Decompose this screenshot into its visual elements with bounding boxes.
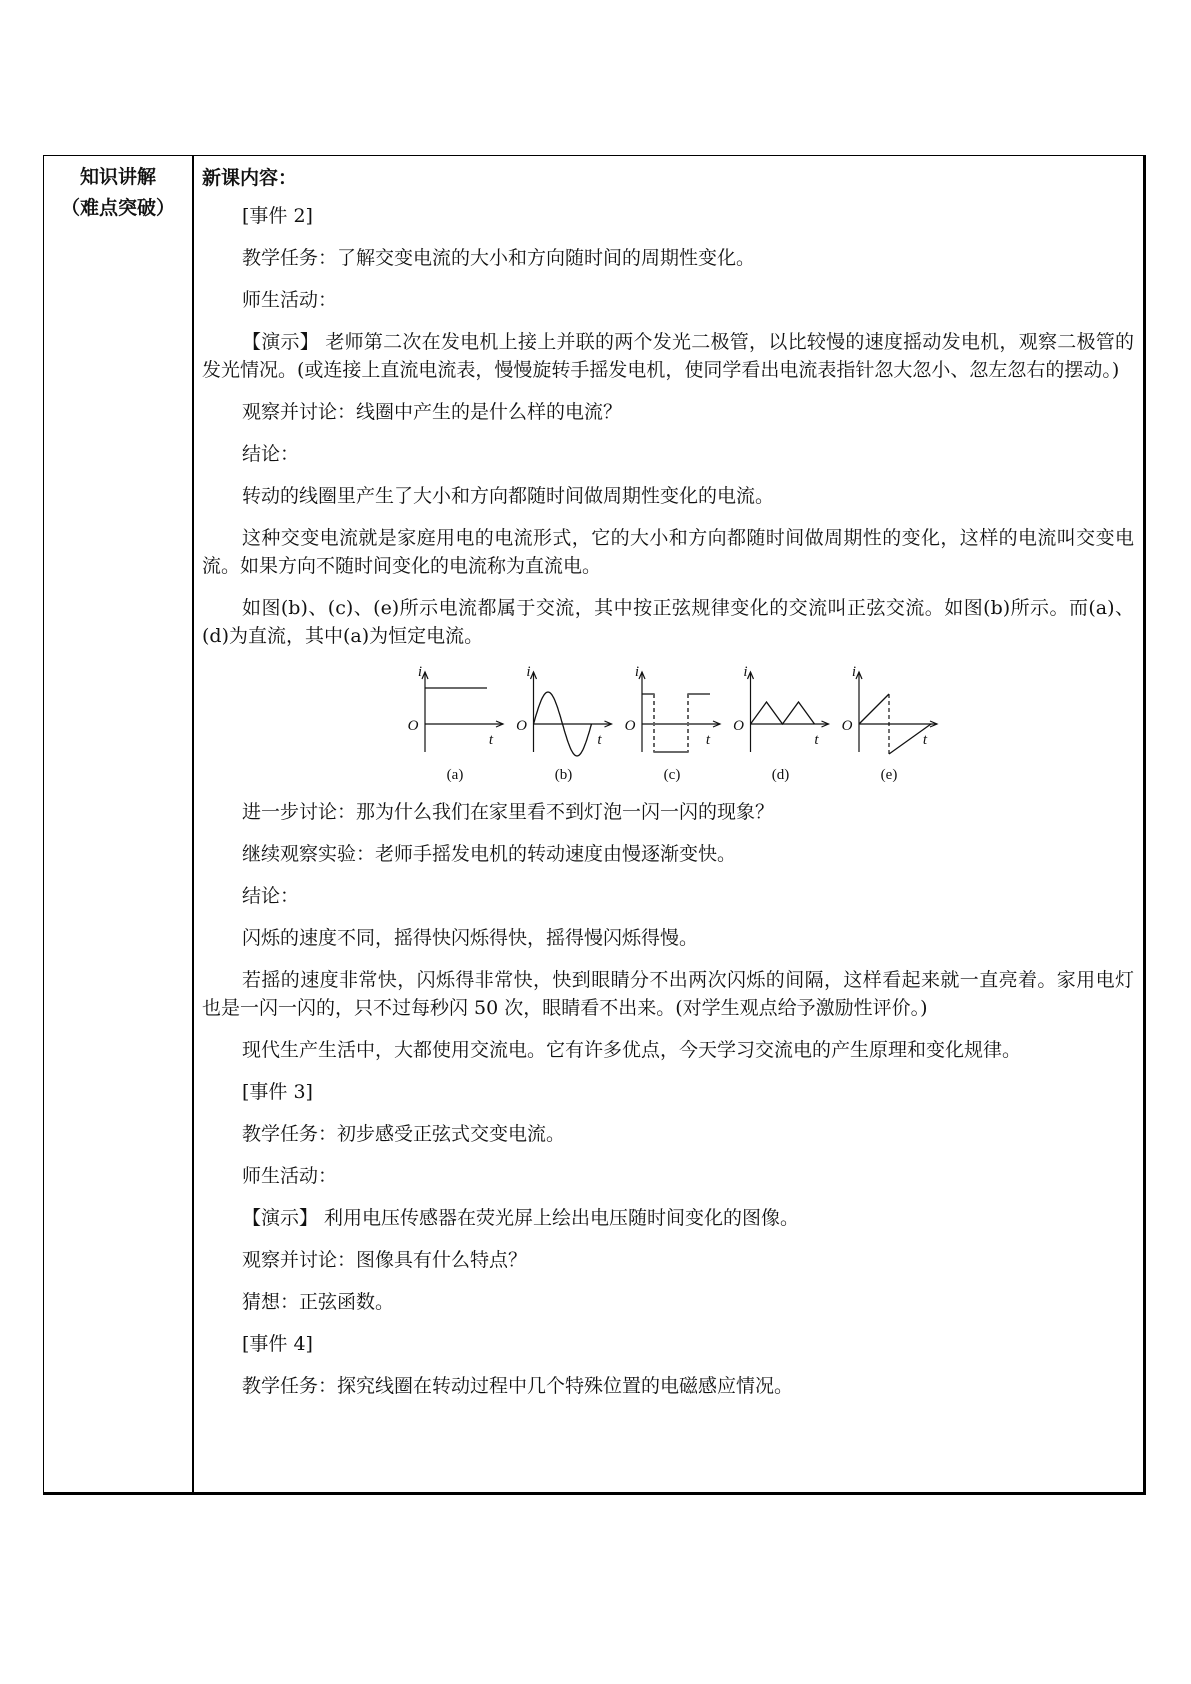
label-i-b: i: [526, 664, 531, 680]
discussion-2: 观察并讨论：图像具有什么特点？: [242, 1249, 528, 1271]
label-o-c: O: [624, 718, 636, 734]
caption-b: (b): [554, 767, 573, 782]
label-o-d: O: [733, 718, 744, 734]
label-t-d: t: [814, 732, 819, 748]
waveforms-svg: [202, 662, 1134, 782]
conclusion-label-1: 结论：: [242, 443, 300, 465]
event-2-label: [事件 2]: [242, 205, 313, 227]
label-t-a: t: [488, 732, 494, 748]
conjecture: 猜想：正弦函数。: [242, 1291, 395, 1313]
activity-label-3: 师生活动：: [242, 1165, 338, 1187]
caption-e: (e): [880, 767, 898, 782]
activity-label-2: 师生活动：: [242, 289, 338, 311]
label-i-a: i: [417, 664, 423, 680]
label-o-a: O: [407, 718, 419, 734]
conclusion-label-2: 结论：: [242, 885, 300, 907]
section-title: 新课内容：: [202, 167, 298, 189]
label-t-e: t: [922, 732, 928, 748]
row-heading-line2: （难点突破）: [60, 197, 175, 219]
event-3-label: [事件 3]: [242, 1081, 313, 1103]
wave-c: [642, 694, 710, 752]
row-heading: [44, 162, 192, 224]
label-t-c: t: [705, 732, 711, 748]
lesson-table: [43, 155, 1146, 1495]
wave-d: [751, 702, 815, 724]
teaching-task-3: 教学任务：初步感受正弦式交变电流。: [242, 1123, 566, 1145]
continued-observation: 继续观察实验：老师手摇发电机的转动速度由慢逐渐变快。: [242, 843, 737, 865]
flicker-explanation: 若摇的速度非常快，闪烁得非常快，快到眼睛分不出两次闪烁的间隔，这样看起来就一直亮着。家用电灯也是一闪一闪的，只不过每秒闪 50 次，眼睛看不出来。(对学生观点给予激励性评价。): [202, 969, 1134, 1019]
lesson-content: [202, 164, 1134, 1414]
conclusion-2: 闪烁的速度不同，摇得快闪烁得快，摇得慢闪烁得慢。: [242, 927, 699, 949]
label-o-b: O: [516, 718, 527, 734]
demo-paragraph-1: 【演示】 老师第二次在发电机上接上并联的两个发光二极管，以比较慢的速度摇动发电机，观察二极管的发光情况。(或连接上直流电流表，慢慢旋转手摇发电机，使同学看出电流表指针忽大忽小、忽左忽右的摆动。): [202, 331, 1134, 381]
label-i-e: i: [851, 664, 857, 680]
label-i-d: i: [743, 664, 748, 680]
caption-c: (c): [663, 767, 681, 782]
modern-usage: 现代生产生活中，大都使用交流电。它有许多优点，今天学习交流电的产生原理和变化规律。: [242, 1039, 1022, 1061]
caption-d: (d): [771, 767, 790, 782]
teaching-task-4: 教学任务：探究线圈在转动过程中几个特殊位置的电磁感应情况。: [242, 1375, 794, 1397]
event-4-label: [事件 4]: [242, 1333, 313, 1355]
column-divider: [192, 156, 194, 1492]
further-discussion: 进一步讨论：那为什么我们在家里看不到灯泡一闪一闪的现象？: [242, 801, 775, 823]
label-t-b: t: [597, 732, 602, 748]
current-waveforms-figure: [202, 662, 1134, 782]
conclusion-1: 转动的线圈里产生了大小和方向都随时间做周期性变化的电流。: [242, 485, 775, 507]
demo-paragraph-2: 【演示】 利用电压传感器在荧光屏上绘出电压随时间变化的图像。: [242, 1207, 800, 1229]
label-i-c: i: [634, 664, 640, 680]
row-heading-line1: 知识讲解: [79, 166, 156, 188]
ac-definition: 这种交变电流就是家庭用电的电流形式，它的大小和方向都随时间做周期性的变化，这样的电流叫交变电流。如果方向不随时间变化的电流称为直流电。: [202, 527, 1134, 577]
wave-e: [859, 694, 889, 724]
figure-description: 如图(b)、(c)、(e)所示电流都属于交流，其中按正弦规律变化的交流叫正弦交流。如图(b)所示。而(a)、(d)为直流，其中(a)为恒定电流。: [202, 597, 1134, 647]
teaching-task-2: 教学任务：了解交变电流的大小和方向随时间的周期性变化。: [242, 247, 756, 269]
label-o-e: O: [841, 718, 853, 734]
discussion-1: 观察并讨论：线圈中产生的是什么样的电流？: [242, 401, 623, 423]
caption-a: (a): [446, 767, 464, 782]
